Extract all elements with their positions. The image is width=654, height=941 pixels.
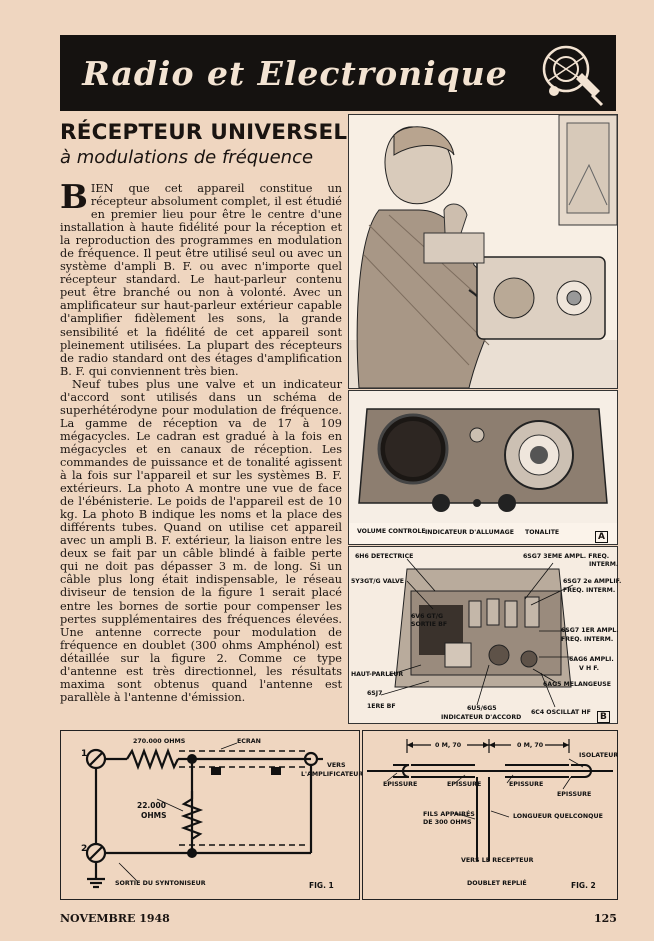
fig2-dim-1: 0 M, 70: [435, 742, 462, 749]
label-hp: HAUT-PARLEUR: [351, 671, 404, 678]
paragraph-1-text: IEN que cet appareil constitue un récepteur absolument complet, il est étudié en premier lieu pour être le centre d'une installation à haute fidélité pour la réception et la reproduction des programmes en modulation de fréquence. Il peut être utilisé seul ou avec un système d'ampli B. F. ou avec n'importe quel récepteur standard. Le haut-parleur contenu peut être branché ou non à volonté. Avec un amplificateur sur haut-parleur extérieur capable d'amplifier fidèlement les sons, la grande sensibilité et la fidélité de cet appareil sont pleinement utilisées. La plupart des récepteurs de radio standard ont des étages d'amplification B. F. qui conviennent très bien.: [60, 182, 342, 378]
fig2-epissure-1: EPISSURE: [383, 781, 418, 788]
article-headline: RÉCEPTEUR UNIVERSEL: [60, 120, 348, 145]
figure-2-folded-dipole: [362, 730, 618, 900]
label-detect: 6H6 DETECTRICE: [355, 553, 414, 560]
fig1-node-1: 1: [81, 749, 88, 759]
paragraph-2: Neuf tubes plus une valve et un indicateur d'accord sont utilisés dans un schéma de superhétérodyne pour modulation de fréquence. La gamme de réception va de 17 à 109 mégacycles. Le cadran est gradué à la fois en mégacycles et en canaux de réception. Les commandes de puissance et de tonalité agissent à la fois sur l'appareil et sur les systèmes B. F. extérieurs. La photo A montre une vue de face de l'ébénisterie. Le poids de l'appareil est de 10 kg. La photo B indique les noms et la place des différents tubes. Quand on utilise cet appareil avec un ampli B. F. extérieur, la liaison entre les deux se fait par un câble blindé à faible perte qui ne doit pas dépasser 3 m. de long. Si un câble plus long était indispensable, le réseau diviseur de tension de la figure 1 serait placé entre les bornes de sortie pour compenser les pertes supplémentaires des fréquences élevées. Une antenne correcte pour modulation de fréquence en doublet (300 ohms Amphénol) est détaillée sur la figure 2. Comme ce type d'antenne est très directionnel, les résultats maxima sont obtenus quand l'antenne est parallèle à l'antenne d'émission.: [60, 377, 342, 704]
article-body: [60, 177, 342, 704]
label-vhfb: V H F.: [579, 665, 599, 672]
label-melang: 6AG5 MELANGEUSE: [543, 681, 611, 688]
photo-b-tube-layout: [348, 546, 622, 724]
fig2-epissure-2: EPISSURE: [447, 781, 482, 788]
fig1-r2b-label: OHMS: [141, 811, 167, 820]
label-ampl1a: 6SG7 1ER AMPL.: [561, 627, 619, 634]
label-vhfa: 6AG6 AMPLI.: [569, 656, 614, 663]
woman-illustration: [349, 115, 617, 388]
fig2-caption: FIG. 2: [571, 881, 596, 890]
footer-page-number: 125: [594, 912, 617, 925]
footer-issue-date: NOVEMBRE 1948: [60, 912, 170, 925]
fig1-caption: FIG. 1: [309, 881, 334, 890]
fig2-epissure-4: EPISSURE: [557, 791, 592, 798]
label-ampl3a: 6SG7 3EME AMPL. FREQ.: [523, 553, 610, 560]
label-bf1: 6SJ7: [367, 690, 383, 697]
fig2-vers-recepteur: VERS LE RECEPTEUR: [461, 857, 534, 864]
label-ampl2b: FREQ. INTERM.: [563, 587, 616, 594]
photo-a-tag: A: [595, 524, 608, 543]
label-bf2: 1ERE BF: [367, 703, 396, 710]
fig2-dim-2: 0 M, 70: [517, 742, 544, 749]
label-osc: 6C4 OSCILLAT HF: [531, 709, 591, 716]
drop-cap: B: [60, 177, 88, 216]
fig1-schematic: [61, 731, 359, 899]
fig1-r1-label: 270.000 OHMS: [133, 738, 186, 745]
radio-tube-logo-icon: [536, 39, 608, 107]
label-ampl3b: INTERM.: [589, 561, 619, 568]
label-sortie: SORTIE BF: [411, 621, 448, 628]
label-volume: VOLUME CONTROLE: [357, 528, 426, 535]
label-tone: TONALITE: [525, 529, 560, 536]
label-gt: 6V6 GT/G: [411, 613, 444, 620]
fig2-isolateur: ISOLATEUR: [579, 752, 619, 759]
chassis-illustration: [349, 547, 617, 723]
fig2-longueur: LONGUEUR QUELCONQUE: [513, 813, 603, 820]
photo-a-front-view: [348, 390, 618, 545]
fig2-epissure-3: EPISSURE: [509, 781, 544, 788]
fig1-vers-label: VERS: [327, 762, 346, 769]
fig2-fils-2: DE 300 OHMS: [423, 819, 472, 826]
label-ampl1b: FREQ. INTERM.: [561, 636, 614, 643]
fig2-fils-1: FILS APPAIRÉS: [423, 811, 475, 818]
label-indicator: INDICATEUR D'ALLUMAGE: [425, 529, 514, 536]
label-ampl2a: 6SG7 2e AMPLIF.: [563, 578, 622, 585]
radio-front-illustration: [349, 391, 617, 523]
paragraph-1: [60, 177, 342, 378]
photo-b-tag: B: [597, 704, 610, 723]
article-subhead: à modulations de fréquence: [60, 147, 314, 168]
photo-woman-with-radio: [348, 114, 618, 389]
fig1-node-2: 2: [81, 844, 88, 854]
label-indic2: INDICATEUR D'ACCORD: [441, 714, 522, 721]
label-valve: 5Y3GT/G VALVE: [351, 578, 405, 585]
fig1-ecran-label: ECRAN: [237, 738, 261, 745]
magazine-title: Radio et Electronique: [82, 53, 508, 93]
figure-1-voltage-divider: [60, 730, 364, 900]
label-indic1: 6U5/6G5: [467, 705, 497, 712]
header-banner: [60, 35, 616, 111]
fig1-r2a-label: 22.000: [137, 801, 166, 810]
fig2-doublet: DOUBLET REPLIÉ: [467, 880, 527, 887]
fig1-sortie-label: SORTIE DU SYNTONISEUR: [115, 880, 206, 887]
fig1-ampli-label: L'AMPLIFICATEUR: [301, 771, 364, 778]
